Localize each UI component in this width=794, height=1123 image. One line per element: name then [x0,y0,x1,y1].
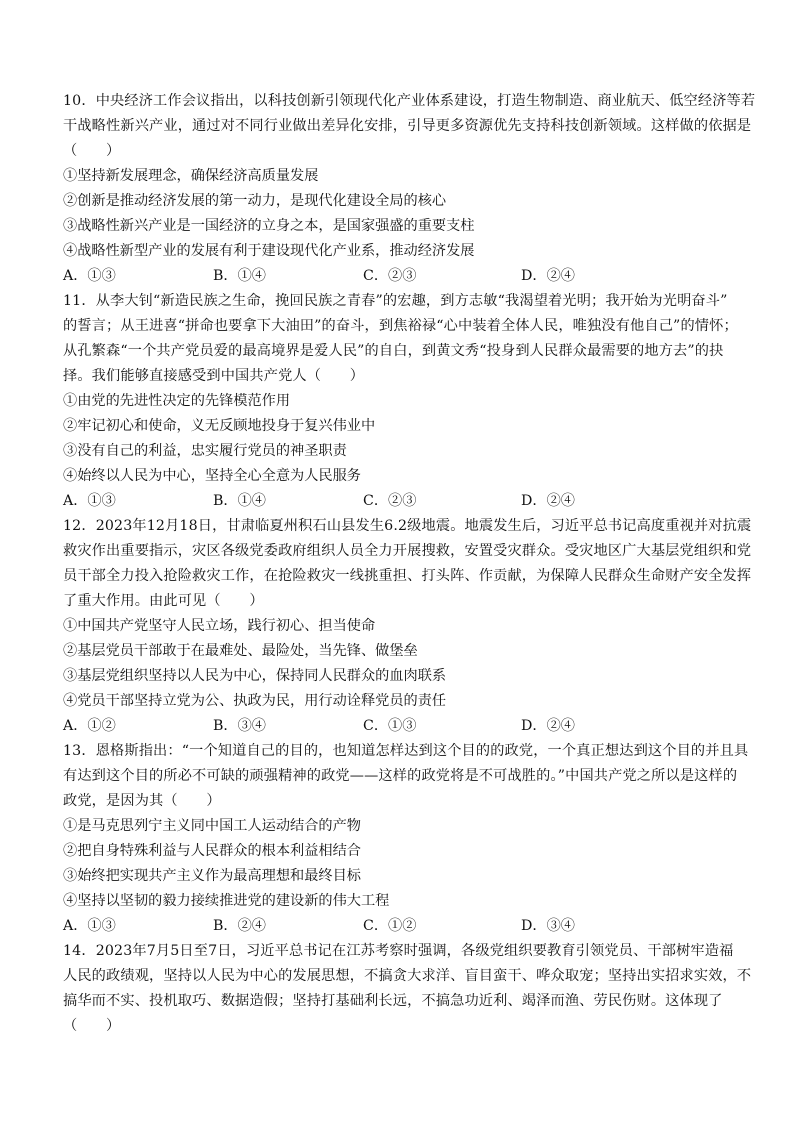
question-stem [63,739,749,814]
choice-a: A．①② [63,718,116,734]
option-statement-4: ④坚持以坚韧的毅力接续推进党的建设新的伟大工程 [63,893,390,909]
choice-d: D．③④ [521,918,575,934]
stem-line: 12．2023年12月18日，甘肃临夏州积石山县发生6.2级地震。地震发生后，习近平总书记高度重视并对抗震 [63,518,752,534]
option-statement-2: ②把自身特殊利益与人民群众的根本利益相结合 [63,843,361,859]
stem-line: 有达到这个目的所必不可缺的顽强精神的政党——这样的政党将是不可战胜的。”中国共产党之所以是这样的 [63,768,738,784]
choice-b: B．②④ [213,918,266,934]
choice-d: D．②④ [521,718,575,734]
option-statement-1: ①由党的先进性决定的先锋模范作用 [63,393,291,409]
stem-line: 搞华而不实、投机取巧、数据造假；坚持打基础利长远，不搞急功近利、竭泽而渔、劳民伤财。这体现了 [63,993,723,1009]
option-statement-3: ③没有自己的利益，忠实履行党员的神圣职责 [63,443,347,459]
question-stem [63,89,756,164]
choice-c: C．②③ [363,268,417,284]
choice-d: D．②④ [521,493,575,509]
question-11 [63,289,738,514]
stem-line: 干战略性新兴产业，通过对不同行业做出差异化安排，引导更多资源优先支持科技创新领域。这样做的依据是 [63,118,752,134]
stem-line: 政党，是因为其（ ） [63,793,221,809]
question-10 [63,89,756,289]
question-stem [63,939,752,1039]
choice-d: D．②④ [521,268,575,284]
stem-line: 从孔繁森“一个共产党员爱的最高境界是爱人民”的自白，到黄文秀“投身到人民群众最需要的地方去”的抉 [63,343,724,359]
option-statement-1: ①是马克思列宁主义同中国工人运动结合的产物 [63,818,361,834]
option-statement-3: ③始终把实现共产主义作为最高理想和最终目标 [63,868,361,884]
option-statement-2: ②牢记初心和使命，义无反顾地投身于复兴伟业中 [63,418,376,434]
option-statement-1: ①坚持新发展理念，确保经济高质量发展 [63,168,319,184]
stem-line: （ ） [63,143,121,159]
stem-line: 的誓言；从王进喜“拼命也要拿下大油田”的奋斗，到焦裕禄“心中装着全体人民，唯独没有他自己”的情怀； [63,318,738,334]
question-13 [63,739,749,939]
stem-line: 14．2023年7月5日至7日，习近平总书记在江苏考察时强调，各级党组织要教育引领党员、干部树牢造福 [63,943,734,959]
option-statement-2: ②基层党员干部敢于在最难处、最险处，当先锋、做堡垒 [63,643,418,659]
answer-choices [63,489,735,514]
question-stem [63,514,752,614]
stem-line: （ ） [63,1018,121,1034]
option-statement-3: ③基层党组织坚持以人民为中心，保持同人民群众的血肉联系 [63,668,447,684]
answer-choices [63,264,735,289]
choice-b: B．①④ [213,493,266,509]
answer-choices [63,914,735,939]
option-statement-2: ②创新是推动经济发展的第一动力，是现代化建设全局的核心 [63,193,447,209]
choice-b: B．①④ [213,268,266,284]
choice-c: C．①② [363,918,417,934]
stem-line: 员干部全力投入抢险救灾工作，在抢险救灾一线挑重担、打头阵、作贡献，为保障人民群众生命财产安全发挥 [63,568,752,584]
option-statement-3: ③战略性新兴产业是一国经济的立身之本，是国家强盛的重要支柱 [63,218,475,234]
stem-line: 11．从李大钊“新造民族之生命，挽回民族之青春”的宏趣，到方志敏“我渴望着光明；我开始为光明奋斗” [63,293,728,309]
choice-b: B．③④ [213,718,266,734]
option-statement-1: ①中国共产党坚守人民立场，践行初心、担当使命 [63,618,376,634]
answer-choices [63,714,735,739]
option-statement-4: ④始终以人民为中心，坚持全心全意为人民服务 [63,468,361,484]
question-12 [63,514,752,739]
stem-line: 10．中央经济工作会议指出，以科技创新引领现代化产业体系建设，打造生物制造、商业航天、低空经济等若 [63,93,756,109]
stem-line: 了重大作用。由此可见（ ） [63,593,264,609]
question-stem [63,289,738,389]
stem-line: 救灾作出重要指示，灾区各级党委政府组织人员全力开展搜救，安置受灾群众。受灾地区广大基层党组织和党 [63,543,752,559]
choice-a: A．①③ [63,268,116,284]
question-14 [63,939,752,1039]
option-statement-4: ④党员干部坚持立党为公、执政为民，用行动诠释党员的责任 [63,693,447,709]
choice-a: A．①③ [63,918,116,934]
stem-line: 13．恩格斯指出：“一个知道自己的目的，也知道怎样达到这个目的的政党，一个真正想达到这个目的并且具 [63,743,749,759]
stem-line: 择。我们能够直接感受到中国共产党人（ ） [63,368,365,384]
choice-c: C．②③ [363,493,417,509]
choice-a: A．①③ [63,493,116,509]
stem-line: 人民的政绩观，坚持以人民为中心的发展思想，不搞贪大求洋、盲目蛮干、哗众取宠；坚持出实招求实效，不 [63,968,752,984]
option-statement-4: ④战略性新型产业的发展有利于建设现代化产业系，推动经济发展 [63,243,475,259]
choice-c: C．①③ [363,718,417,734]
